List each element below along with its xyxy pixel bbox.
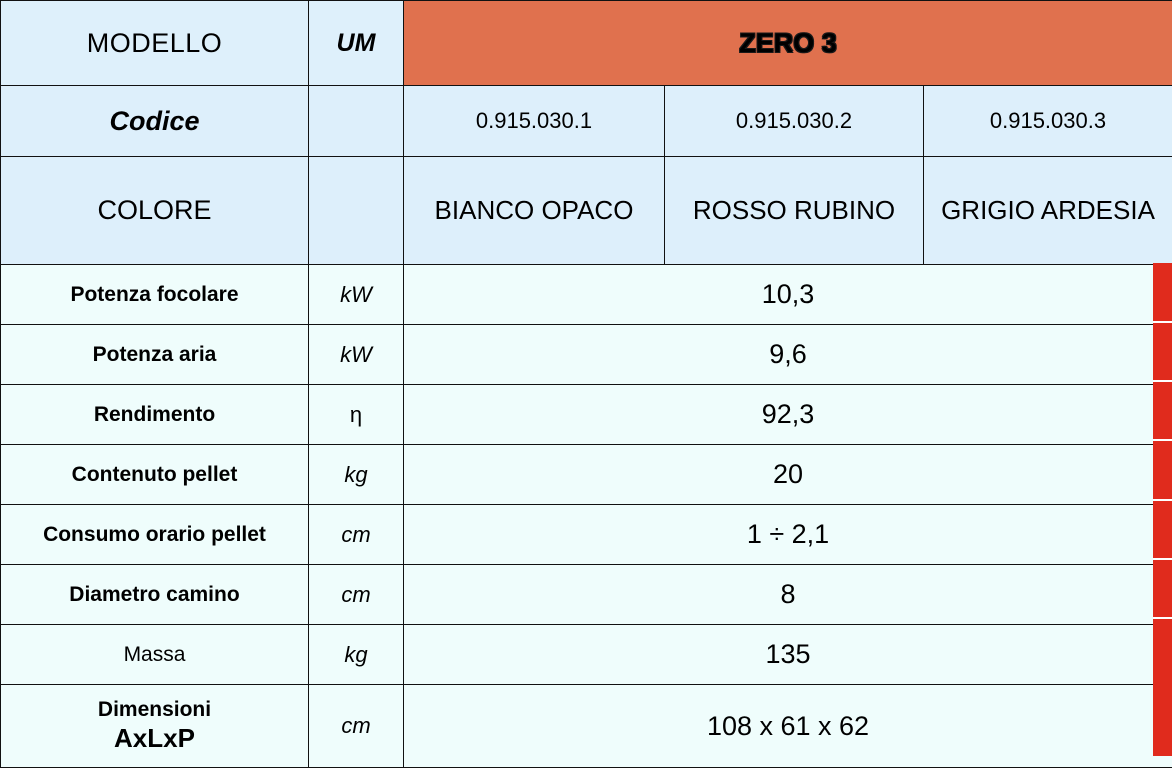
row-label: Consumo orario pellet: [1, 505, 309, 565]
table-row: [1, 625, 1172, 685]
header-code-um-empty: [309, 86, 404, 157]
row-um: kg: [309, 625, 404, 685]
row-value: 1 ÷ 2,1: [404, 505, 1172, 565]
row-value: 92,3: [404, 385, 1172, 445]
header-um-label: UM: [309, 1, 404, 86]
header-code-label: Codice: [1, 86, 309, 157]
row-um: kW: [309, 265, 404, 325]
row-label: Massa: [1, 625, 309, 685]
row-value: 20: [404, 445, 1172, 505]
table-row-model: [1, 1, 1172, 86]
row-label: Rendimento: [1, 385, 309, 445]
table-row: [1, 505, 1172, 565]
table-row: [1, 385, 1172, 445]
row-value: 135: [404, 625, 1172, 685]
row-um: kW: [309, 325, 404, 385]
header-product-name: [404, 1, 1172, 86]
row-value: 9,6: [404, 325, 1172, 385]
row-label: Potenza focolare: [1, 265, 309, 325]
color-value-2: ROSSO RUBINO: [665, 157, 924, 265]
header-color-um-empty: [309, 157, 404, 265]
table-row: [1, 445, 1172, 505]
header-color-label: COLORE: [1, 157, 309, 265]
row-label: [1, 685, 309, 768]
row-um: kg: [309, 445, 404, 505]
color-value-3: GRIGIO ARDESIA: [924, 157, 1172, 265]
row-um: cm: [309, 565, 404, 625]
product-name-text: ZERO 3: [739, 28, 837, 58]
row-value: 8: [404, 565, 1172, 625]
header-model-label: MODELLO: [1, 1, 309, 86]
row-label: Contenuto pellet: [1, 445, 309, 505]
code-value-3: 0.915.030.3: [924, 86, 1172, 157]
row-label-line1: Dimensioni: [1, 698, 308, 723]
row-um: cm: [309, 505, 404, 565]
row-um: η: [309, 385, 404, 445]
color-value-1: BIANCO OPACO: [404, 157, 665, 265]
row-label: Potenza aria: [1, 325, 309, 385]
table-row: [1, 325, 1172, 385]
table-row: [1, 685, 1172, 768]
row-value: 108 x 61 x 62: [404, 685, 1172, 768]
table-row: [1, 265, 1172, 325]
red-accent-stripe-dividers: [1153, 263, 1172, 756]
row-label-line2: AxLxP: [1, 723, 308, 754]
table-row-color: [1, 157, 1172, 265]
table-row-code: [1, 86, 1172, 157]
code-value-2: 0.915.030.2: [665, 86, 924, 157]
code-value-1: 0.915.030.1: [404, 86, 665, 157]
row-um: cm: [309, 685, 404, 768]
table-row: [1, 565, 1172, 625]
row-value: 10,3: [404, 265, 1172, 325]
row-label: Diametro camino: [1, 565, 309, 625]
